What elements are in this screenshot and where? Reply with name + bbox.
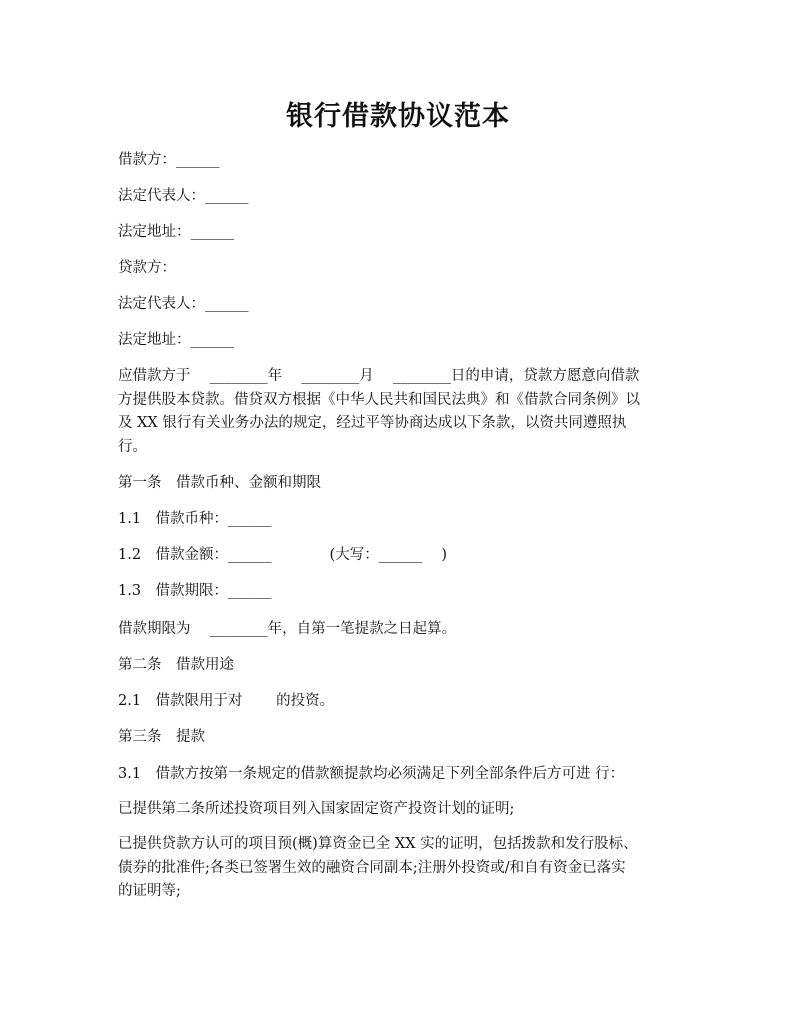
borrower-line: 借款方：______ xyxy=(118,152,220,168)
clause-3-1: 3.1 借款方按第一条规定的借款额提款均必须满足下列全部条件后方可进 行： xyxy=(118,766,625,782)
clause-1-1: 1.1 借款币种：______ xyxy=(118,511,272,527)
document-title: 银行借款协议范本 xyxy=(286,101,510,132)
intro-line: 应借款方于 ________年 ________月 ________日的申请，贷款方愿意向借款 xyxy=(118,368,640,384)
lender-line: 贷款方： xyxy=(118,260,176,276)
clause-1-3: 1.3 借款期限：______ xyxy=(118,583,272,599)
condition-2-line: 的证明等; xyxy=(118,883,181,899)
condition-1: 已提供第二条所述投资项目列入国家固定资产投资计划的证明; xyxy=(118,801,515,817)
lender-representative-line: 法定代表人：______ xyxy=(118,296,249,312)
intro-line: 行。 xyxy=(118,438,147,455)
intro-line: 方提供股本贷款。借贷双方根据《中华人民共和国民法典》和《借款合同条例》以 xyxy=(118,391,640,408)
condition-2-paragraph xyxy=(118,833,680,904)
lender-address-line: 法定地址：______ xyxy=(118,332,234,348)
clause-2-1: 2.1 借款限用于对 的投资。 xyxy=(118,693,335,709)
borrower-address-line: 法定地址：______ xyxy=(118,224,234,240)
condition-2-line: 已提供贷款方认可的项目预(概)算资金已全 XX 实的证明，包括拨款和发行股标、 xyxy=(118,836,638,852)
article-2-heading: 第二条 借款用途 xyxy=(118,657,234,673)
clause-1-2: 1.2 借款金额：______ (大写：______ ) xyxy=(118,547,447,563)
intro-paragraph xyxy=(118,365,680,459)
condition-2-line: 债券的批准件;各类已签署生效的融资合同副本;注册外投资或/和自有资金已落实 xyxy=(118,859,626,876)
article-3-heading: 第三条 提款 xyxy=(118,729,205,745)
article-1-heading: 第一条 借款币种、金额和期限 xyxy=(118,475,321,491)
intro-line: 及 XX 银行有关业务办法的规定，经过平等协商达成以下条款，以资共同遵照执 xyxy=(118,415,627,431)
loan-term-line: 借款期限为 ________年，自第一笔提款之日起算。 xyxy=(118,621,457,637)
borrower-representative-line: 法定代表人：______ xyxy=(118,188,249,204)
